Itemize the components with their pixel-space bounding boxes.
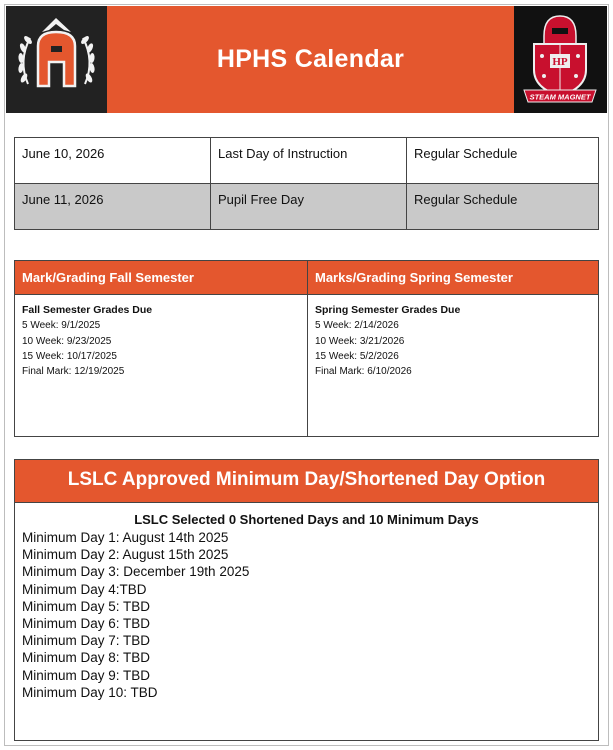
spring-semester-column <box>308 261 598 436</box>
list-item: 10 Week: 3/21/2026 <box>315 335 405 347</box>
list-item: Minimum Day 10: TBD <box>22 684 158 700</box>
fall-semester-heading: Mark/Grading Fall Semester <box>15 261 307 295</box>
list-item: Final Mark: 6/10/2026 <box>315 366 412 378</box>
list-item: Minimum Day 6: TBD <box>22 616 151 632</box>
list-item: Minimum Day 3: December 19th 2025 <box>22 564 250 580</box>
event-cell: Pupil Free Day <box>211 184 407 230</box>
spartan-helmet-logo <box>6 6 107 113</box>
minimum-day-section <box>14 459 599 741</box>
event-cell: Last Day of Instruction <box>211 138 407 184</box>
minimum-day-heading: LSLC Approved Minimum Day/Shortened Day Option <box>15 460 598 503</box>
list-item: 10 Week: 9/23/2025 <box>22 335 112 347</box>
schedule-table <box>14 137 599 230</box>
header-banner <box>6 6 607 113</box>
spartan-helmet-wreath-icon <box>6 6 107 113</box>
hp-steam-magnet-crest <box>514 6 607 113</box>
hp-crest-icon <box>514 6 607 113</box>
minimum-day-subheading: LSLC Selected 0 Shortened Days and 10 Minimum Days <box>134 512 479 527</box>
fall-semester-body <box>15 295 307 379</box>
spring-grades-due-title: Spring Semester Grades Due <box>315 304 461 316</box>
steam-magnet-banner-text: STEAM MAGNET <box>529 92 591 102</box>
schedule-cell: Regular Schedule <box>407 184 599 230</box>
fall-grades-due-title: Fall Semester Grades Due <box>22 304 153 316</box>
list-item: 15 Week: 5/2/2026 <box>315 350 399 362</box>
table-row <box>15 184 599 230</box>
list-item: Minimum Day 4:TBD <box>22 581 147 597</box>
minimum-day-list <box>15 529 598 701</box>
list-item: 5 Week: 2/14/2026 <box>315 320 399 332</box>
table-row <box>15 138 599 184</box>
date-cell: June 11, 2026 <box>15 184 211 230</box>
list-item: Minimum Day 5: TBD <box>22 598 151 614</box>
crest-badge-text: HP <box>552 56 568 68</box>
list-item: Minimum Day 2: August 15th 2025 <box>22 547 229 563</box>
schedule-cell: Regular Schedule <box>407 138 599 184</box>
list-item: 15 Week: 10/17/2025 <box>22 350 117 362</box>
list-item: Minimum Day 8: TBD <box>22 650 151 666</box>
page-title: HPHS Calendar <box>216 45 405 73</box>
grading-section <box>14 260 599 437</box>
list-item: Minimum Day 1: August 14th 2025 <box>22 530 229 545</box>
list-item: 5 Week: 9/1/2025 <box>22 320 101 332</box>
spring-semester-heading: Marks/Grading Spring Semester <box>308 261 598 295</box>
list-item: Minimum Day 7: TBD <box>22 633 151 649</box>
date-cell: June 10, 2026 <box>15 138 211 184</box>
spring-semester-body <box>308 295 598 379</box>
fall-semester-column <box>15 261 308 436</box>
list-item: Final Mark: 12/19/2025 <box>22 366 125 378</box>
list-item: Minimum Day 9: TBD <box>22 667 151 683</box>
